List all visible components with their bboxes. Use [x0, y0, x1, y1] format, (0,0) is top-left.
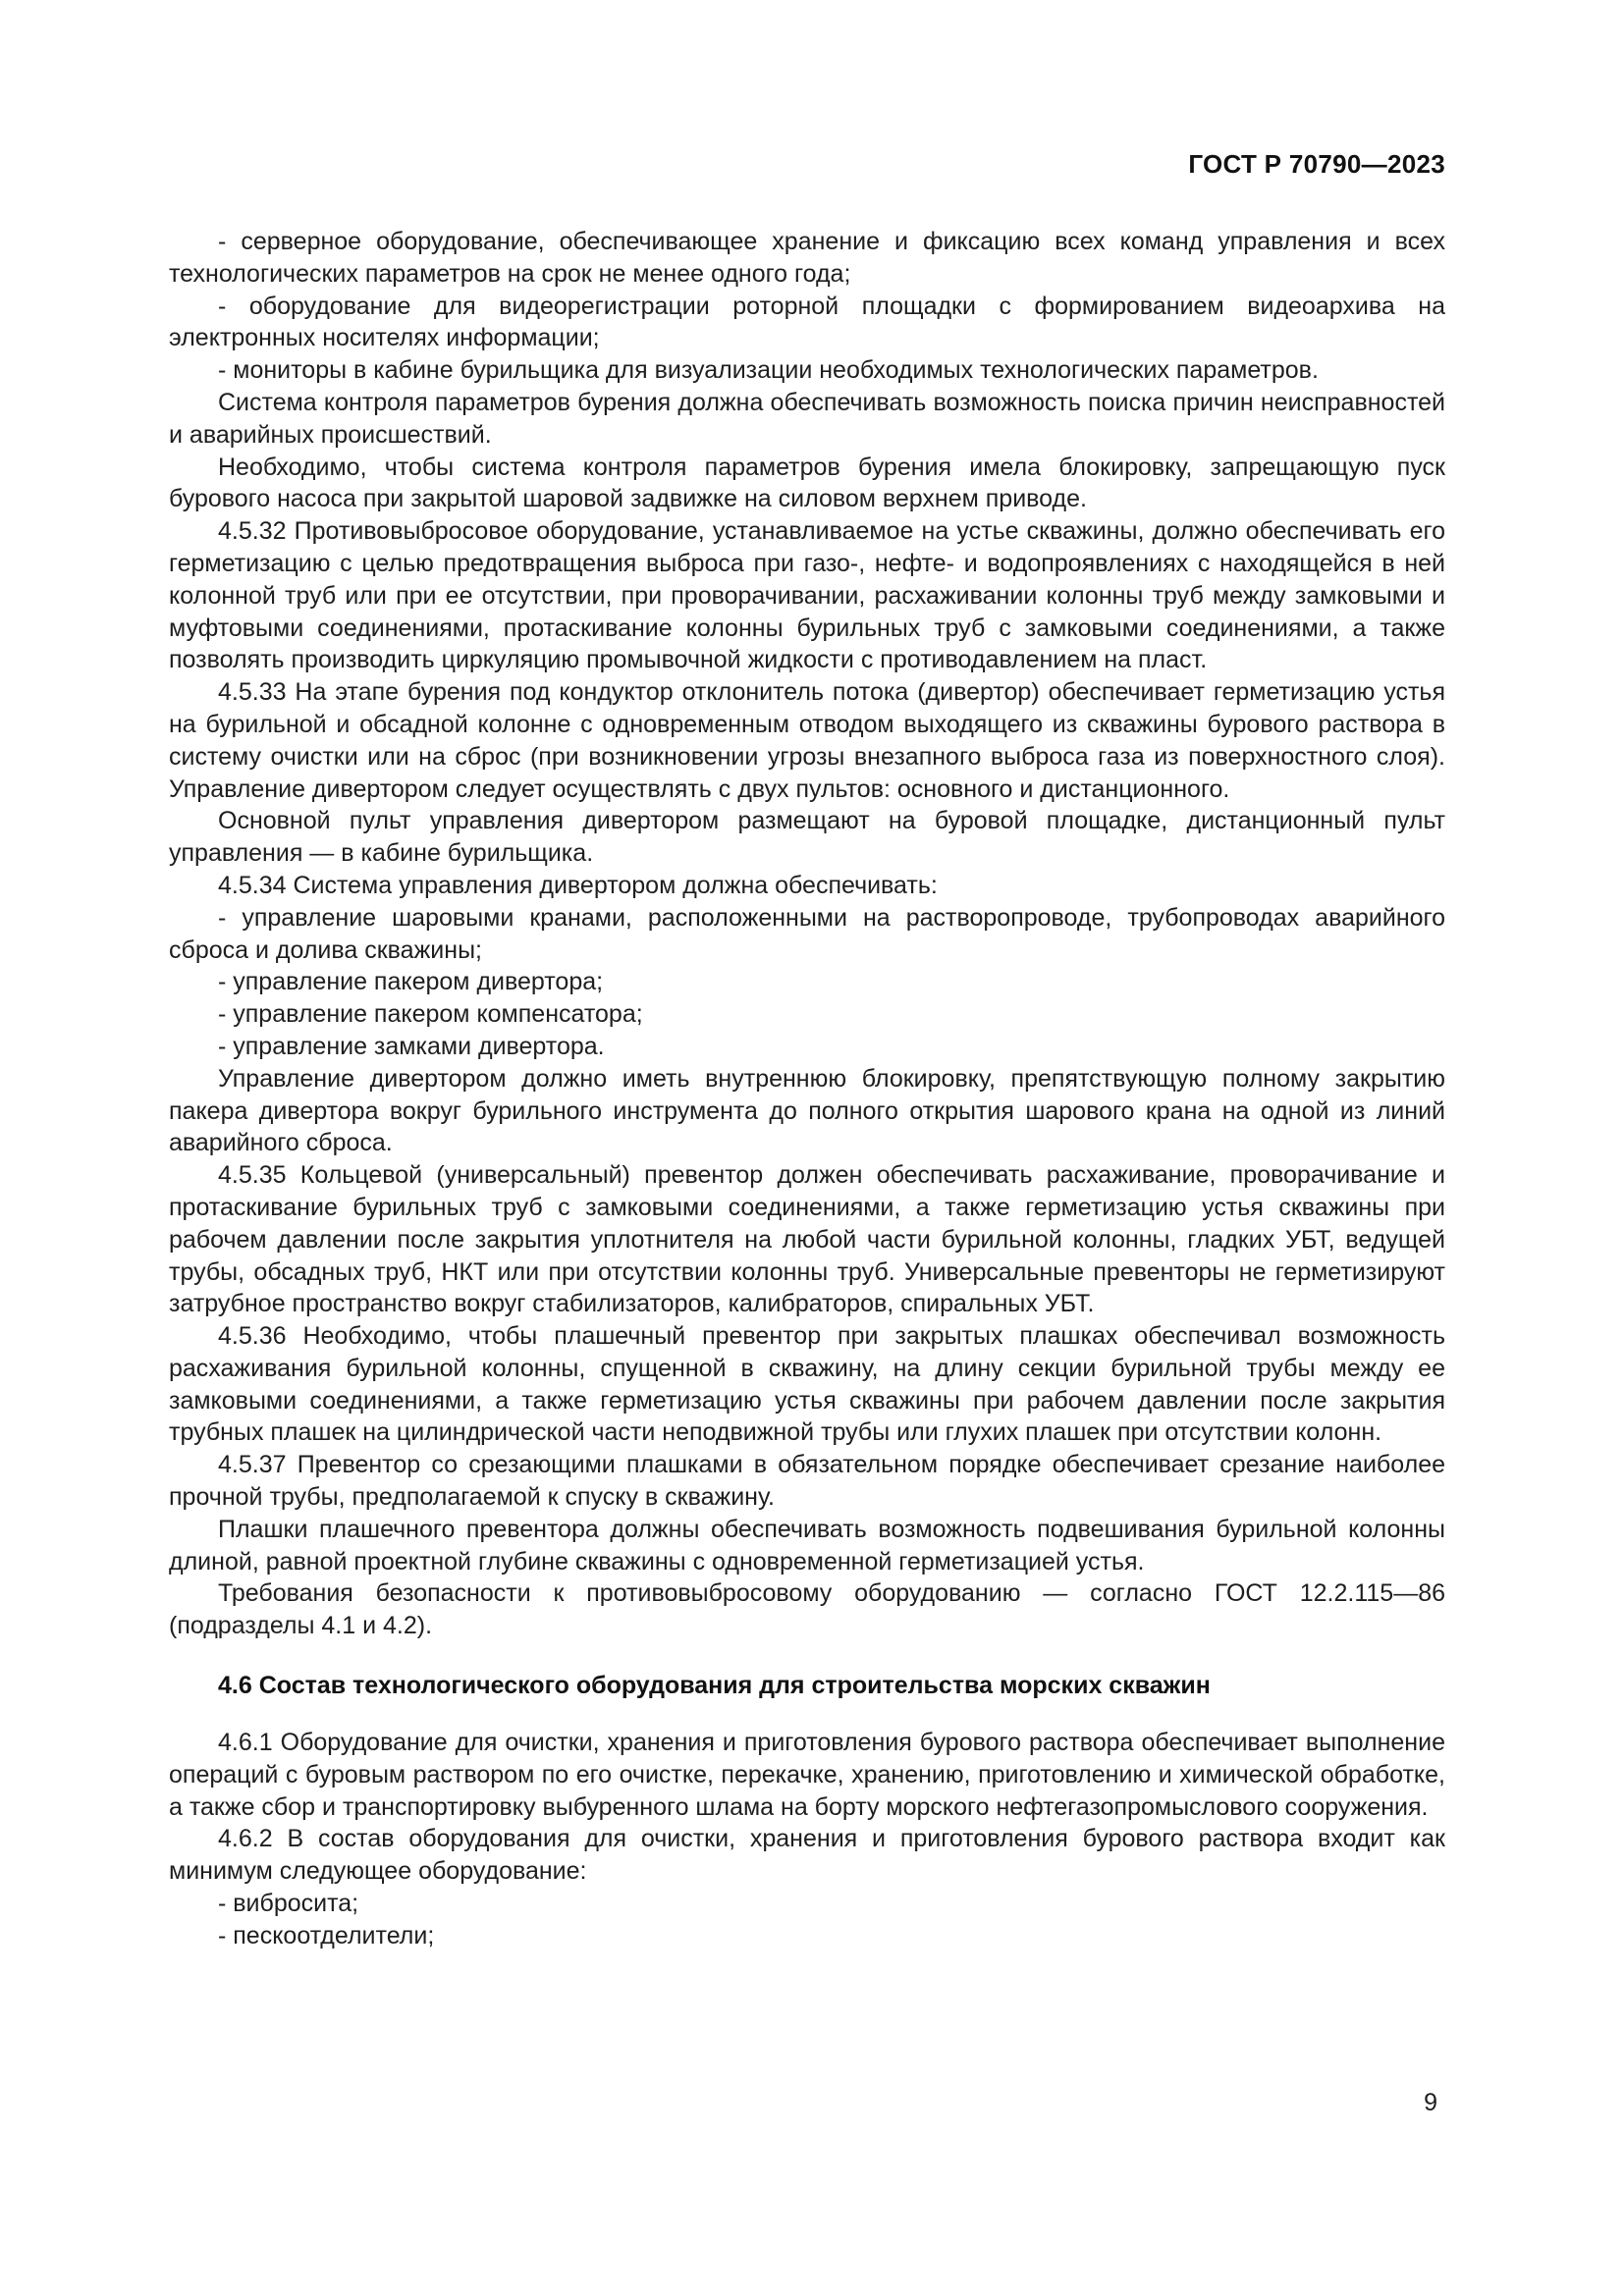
paragraph: - оборудование для видеорегистрации роторной площадки с формированием видеоархива на электронных носителях информации; [169, 292, 1445, 352]
paragraph: 4.5.35 Кольцевой (универсальный) превентор должен обеспечивать расхаживание, проворачивание и протаскивание бурильных труб с замковыми соединениями, а также герметизацию устья скважины при рабочем давлении после закрытия уплотнителя на любой части бурильной колонны, гладких УБТ, ведущей трубы, обсадных труб, НКТ или при отсутствии колонны труб. Универсальные превенторы не герметизируют затрубное пространство вокруг стабилизаторов, калибраторов, спиральных УБТ. [169, 1161, 1445, 1318]
document-body [169, 226, 1445, 1952]
paragraph: Необходимо, чтобы система контроля параметров бурения имела блокировку, запрещающую пуск бурового насоса при закрытой шаровой задвижке на силовом верхнем приводе. [169, 453, 1445, 513]
page-number: 9 [1424, 2089, 1437, 2116]
paragraph: - мониторы в кабине бурильщика для визуализации необходимых технологических параметров. [218, 356, 1319, 385]
paragraph: Система контроля параметров бурения должна обеспечивать возможность поиска причин неисправностей и аварийных происшествий. [169, 388, 1445, 449]
list-item: - управление пакером компенсатора; [218, 1000, 643, 1029]
paragraph: 4.5.34 Система управления дивертором должна обеспечивать: [218, 871, 938, 899]
paragraph: 4.6.2 В состав оборудования для очистки, хранения и приготовления бурового раствора входит как минимум следующее оборудование: [169, 1825, 1445, 1886]
paragraph: 4.6.1 Оборудование для очистки, хранения и приготовления бурового раствора обеспечивает выполнение операций с буровым раствором по его очистке, перекачке, хранению, приготовлению и химической обработке, а также сбор и транспортировку выбуренного шлама на борту морского нефтегазопромыслового сооружения. [169, 1729, 1445, 1821]
paragraph: Плашки плашечного превентора должны обеспечивать возможность подвешивания бурильной колонны длиной, равной проектной глубине скважины с одновременной герметизацией устья. [169, 1515, 1445, 1575]
paragraph: - серверное оборудование, обеспечивающее хранение и фиксацию всех команд управления и всех технологических параметров на срок не менее одного года; [169, 228, 1445, 288]
list-item: - управление шаровыми кранами, расположенными на растворопроводе, трубопроводах аварийного сброса и долива скважины; [169, 903, 1445, 964]
paragraph: Управление дивертором должно иметь внутреннюю блокировку, препятствующую полному закрытию пакера дивертора вокруг бурильного инструмента до полного открытия шарового крана на одной из линий аварийного сброса. [169, 1064, 1445, 1157]
document-code-header: ГОСТ Р 70790—2023 [1188, 149, 1445, 179]
paragraph: Требования безопасности к противовыбросовому оборудованию — согласно ГОСТ 12.2.115—86 (подразделы 4.1 и 4.2). [169, 1579, 1445, 1640]
list-item: - пескоотделители; [218, 1921, 435, 1949]
paragraph: 4.5.37 Превентор со срезающими плашками в обязательном порядке обеспечивает срезание наиболее прочной трубы, предполагаемой к спуску в скважину. [169, 1451, 1445, 1512]
section-heading: 4.6 Состав технологического оборудования для строительства морских скважин [218, 1672, 1211, 1700]
list-item: - вибросита; [218, 1890, 359, 1918]
paragraph: 4.5.36 Необходимо, чтобы плашечный превентор при закрытых плашках обеспечивал возможность расхаживания бурильной колонны, спущенной в скважину, на длину секции бурильной трубы между ее замковыми соединениями, а также герметизацию устья скважины при рабочем давлении после закрытия трубных плашек на цилиндрической части неподвижной трубы или глухих плашек при отсутствии колонн. [169, 1322, 1445, 1447]
paragraph: 4.5.33 На этапе бурения под кондуктор отклонитель потока (дивертор) обеспечивает герметизацию устья на бурильной и обсадной колонне с одновременным отводом выходящего из скважины бурового раствора в систему очистки или на сброс (при возникновении угрозы внезапного выброса газа из поверхностного слоя). Управление дивертором следует осуществлять с двух пультов: основного и дистанционного. [169, 678, 1445, 803]
list-item: - управление замками дивертора. [218, 1032, 605, 1060]
paragraph: Основной пульт управления дивертором размещают на буровой площадке, дистанционный пульт управления — в кабине бурильщика. [169, 807, 1445, 868]
list-item: - управление пакером дивертора; [218, 968, 604, 996]
paragraph: 4.5.32 Противовыбросовое оборудование, устанавливаемое на устье скважины, должно обеспечивать его герметизацию с целью предотвращения выброса при газо-, нефте- и водопроявлениях с находящейся в ней колонной труб или при ее отсутствии, при проворачивании, расхаживании колонны труб между замковыми и муфтовыми соединениями, протаскивание колонны бурильных труб с замковыми соединениями, а также позволять производить циркуляцию промывочной жидкости с противодавлением на пласт. [169, 517, 1445, 674]
